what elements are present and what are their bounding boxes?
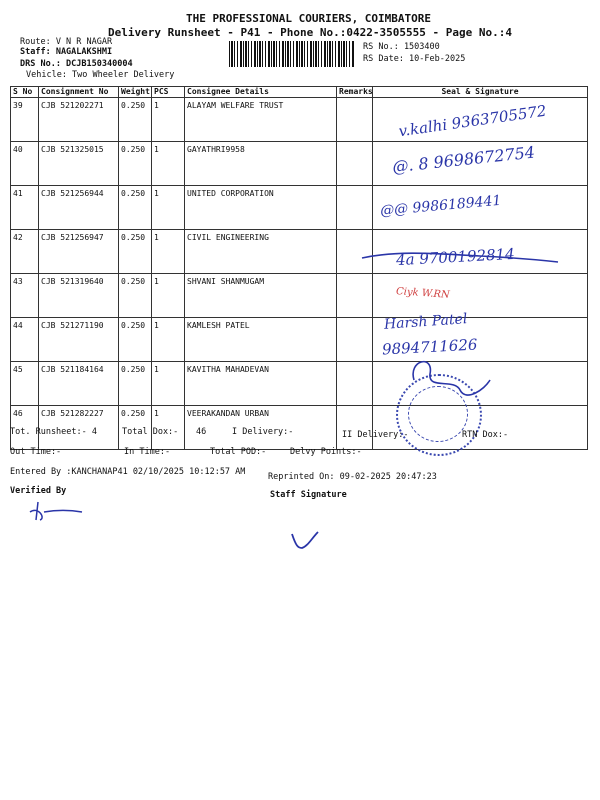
- cell-consignee: ALAYAM WELFARE TRUST: [185, 98, 337, 142]
- handwritten-note: Ciyk W.RN: [395, 286, 451, 301]
- table-row: [11, 406, 588, 450]
- cell-sno: 43: [11, 274, 39, 318]
- cell-consignee: KAMLESH PATEL: [185, 318, 337, 362]
- table-row: [11, 318, 588, 362]
- staff-signature-mark: [288, 528, 328, 554]
- cell-consignee: SHVANI SHANMUGAM: [185, 274, 337, 318]
- cell-remarks: [337, 274, 373, 318]
- seal-signature-scribble: [404, 350, 494, 410]
- cell-weight: 0.250: [119, 142, 152, 186]
- col-pcs: PCS: [152, 87, 185, 98]
- cell-weight: 0.250: [119, 362, 152, 406]
- cell-pcs: 1: [152, 406, 185, 450]
- runsheet-title: Delivery Runsheet - P41 - Phone No.:0422-3505555 - Page No.:4: [108, 26, 512, 39]
- cell-pcs: 1: [152, 362, 185, 406]
- table-header-row: [11, 87, 588, 98]
- total-pod: Total POD:-: [210, 447, 267, 457]
- drs-no: DRS No.: DCJB150340004: [20, 59, 133, 69]
- cell-consignment: CJB 521256947: [39, 230, 119, 274]
- col-consignment: Consignment No: [39, 87, 119, 98]
- cell-remarks: [337, 362, 373, 406]
- entered-by: Entered By :KANCHANAP41 02/10/2025 10:12:57 AM: [10, 467, 246, 477]
- cell-weight: 0.250: [119, 406, 152, 450]
- col-sno: S No: [11, 87, 39, 98]
- staff-signature: Staff Signature: [270, 490, 347, 500]
- table-row: [11, 274, 588, 318]
- staff: Staff: NAGALAKSHMI: [20, 47, 113, 57]
- rs-date: RS Date: 10-Feb-2025: [363, 54, 466, 64]
- cell-consignment: CJB 521271190: [39, 318, 119, 362]
- ii-delivery: II Delivery:-: [342, 430, 409, 440]
- cell-weight: 0.250: [119, 98, 152, 142]
- route: Route: V N R NAGAR: [20, 37, 113, 47]
- cell-sno: 45: [11, 362, 39, 406]
- cell-weight: 0.250: [119, 186, 152, 230]
- verifier-signature-mark: [26, 498, 86, 524]
- cell-consignment: CJB 521184164: [39, 362, 119, 406]
- cell-consignment: CJB 521319640: [39, 274, 119, 318]
- cell-remarks: [337, 406, 373, 450]
- total-dox-label: Total Dox:-: [122, 427, 179, 437]
- cell-pcs: 1: [152, 186, 185, 230]
- rtn-dox: RTN Dox:-: [462, 430, 509, 440]
- handwritten-signature: @@ 9986189441: [379, 192, 502, 220]
- cell-remarks: [337, 186, 373, 230]
- cell-sno: 46: [11, 406, 39, 450]
- col-remarks: Remarks: [337, 87, 373, 98]
- col-weight: Weight: [119, 87, 152, 98]
- barcode: [229, 41, 355, 67]
- out-time: Out Time:-: [10, 447, 62, 457]
- reprinted-on: Reprinted On: 09-02-2025 20:47:23: [268, 472, 437, 482]
- vehicle: Vehicle: Two Wheeler Delivery: [26, 70, 175, 80]
- cell-weight: 0.250: [119, 230, 152, 274]
- verified-by: Verified By: [10, 486, 67, 496]
- cell-weight: 0.250: [119, 318, 152, 362]
- handwritten-signature: @. 8 9698672754: [391, 142, 536, 177]
- cell-pcs: 1: [152, 98, 185, 142]
- cell-pcs: 1: [152, 230, 185, 274]
- cell-consignment: CJB 521325015: [39, 142, 119, 186]
- in-time: In Time:-: [124, 447, 171, 457]
- i-delivery: I Delivery:-: [232, 427, 294, 437]
- cell-sno: 42: [11, 230, 39, 274]
- cell-sno: 40: [11, 142, 39, 186]
- cell-consignee: UNITED CORPORATION: [185, 186, 337, 230]
- total-dox-value: 46: [196, 427, 207, 437]
- cell-pcs: 1: [152, 318, 185, 362]
- handwritten-signature: v.kalhi 9363705572: [397, 101, 548, 141]
- cell-consignment: CJB 521256944: [39, 186, 119, 230]
- col-consignee: Consignee Details: [185, 87, 337, 98]
- col-seal: Seal & Signature: [373, 87, 588, 98]
- table-row: [11, 362, 588, 406]
- cell-sno: 44: [11, 318, 39, 362]
- cell-weight: 0.250: [119, 274, 152, 318]
- cell-remarks: [337, 318, 373, 362]
- cell-remarks: [337, 142, 373, 186]
- handwritten-signature: Harsh Patel: [383, 311, 468, 333]
- handwritten-signature: 9894711626: [381, 335, 478, 359]
- delvy-points: Delvy Points:-: [290, 447, 362, 457]
- cell-pcs: 1: [152, 274, 185, 318]
- cell-remarks: [337, 98, 373, 142]
- cell-consignment: CJB 521282227: [39, 406, 119, 450]
- cell-sno: 41: [11, 186, 39, 230]
- cell-sno: 39: [11, 98, 39, 142]
- tot-runsheet: Tot. Runsheet:- 4: [10, 427, 97, 437]
- signature-stroke: [360, 240, 560, 270]
- company-name: THE PROFESSIONAL COURIERS, COIMBATORE: [186, 12, 432, 25]
- rs-no: RS No.: 1503400: [363, 42, 440, 52]
- cell-consignee: GAYATHRI9958: [185, 142, 337, 186]
- cell-consignee: VEERAKANDAN URBAN: [185, 406, 337, 450]
- cell-consignee: KAVITHA MAHADEVAN: [185, 362, 337, 406]
- handwritten-signature: 4a 9700192814: [395, 244, 516, 270]
- cell-consignment: CJB 521202271: [39, 98, 119, 142]
- cell-consignee: CIVIL ENGINEERING: [185, 230, 337, 274]
- cell-pcs: 1: [152, 142, 185, 186]
